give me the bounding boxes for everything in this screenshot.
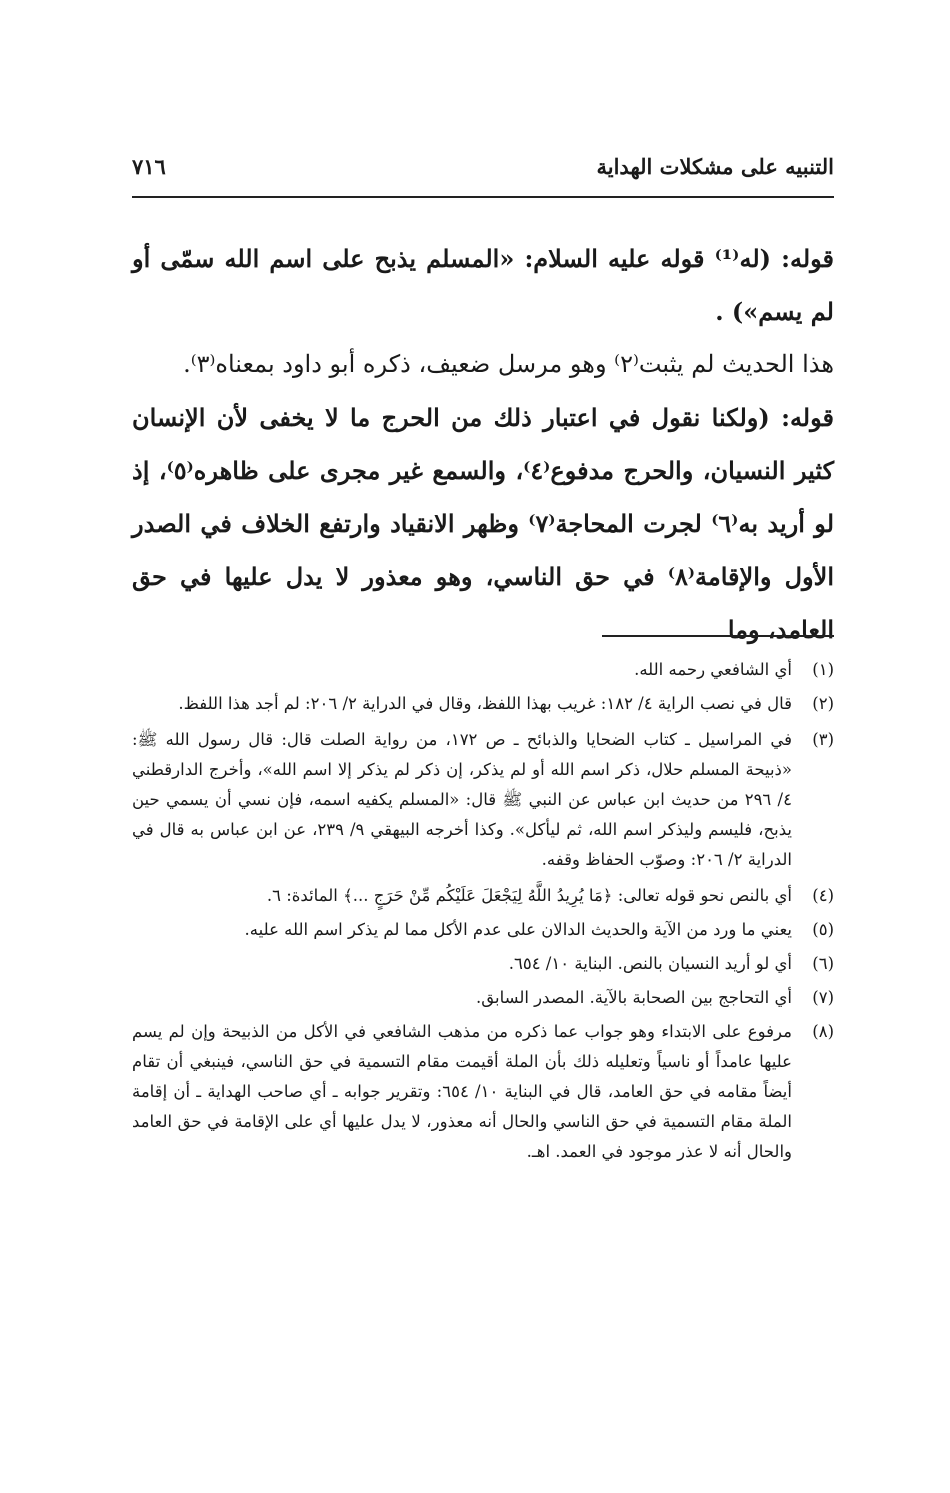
footnote-number: (٥): [812, 920, 834, 939]
page-number: ٧١٦: [132, 154, 166, 179]
paragraph-quote-1: قوله: (له⁽¹⁾ قوله عليه السلام: «المسلم يذبح على اسم الله سمّى أو لم يسم») .: [132, 244, 834, 326]
footnotes: [132, 655, 834, 1173]
footnote: [132, 689, 834, 719]
footnote: [132, 983, 834, 1013]
footnote-number: (٤): [812, 886, 834, 905]
footnote-number: (٨): [812, 1022, 834, 1041]
paragraph-quote-2: قوله: (ولكنا نقول في اعتبار ذلك من الحرج ما لا يخفى لأن الإنسان كثير النسيان، والحرج مدفوع⁽٤⁾، والسمع غير مجرى على ظاهره⁽٥⁾، إذ لو أريد به⁽٦⁾ لجرت المحاجة⁽٧⁾ وظهر الانقياد وارتفع الخلاف في الصدر الأول والإقامة⁽٨⁾ في حق الناسي، وهو معذور لا يدل عليها في حق العامد، وما: [132, 403, 835, 644]
footnote-text: مرفوع على الابتداء وهو جواب عما ذكره من مذهب الشافعي في الأكل من الذبيحة وإن لم يسم عليها عامداً أو ناسياً وتعليله ذلك بأن الملة أقيمت مقام التسمية في حق الناسي، فينبغي أن تقام أيضاً مقامه في حق العامد، قال في البناية ١٠/ ٦٥٤: وتقرير جوابه ـ أي صاحب الهداية ـ أن إقامة الملة مقام التسمية في حق الناسي والحال أنه معذور، لا يدل عليها أي على الإقامة في حق العامد والحال أنه لا عذر موجود في العمد. اهـ.: [132, 1022, 792, 1161]
footnote: [132, 1017, 834, 1167]
footnote-number: (٢): [812, 694, 834, 713]
footnote-divider: [602, 635, 834, 637]
paragraph-commentary-1: هذا الحديث لم يثبت⁽٢⁾ وهو مرسل ضعيف، ذكره أبو داود بمعناه⁽٣⁾.: [183, 350, 834, 378]
footnote: [132, 915, 834, 945]
running-title: التنبيه على مشكلات الهداية: [596, 154, 834, 179]
footnote-number: (١): [812, 660, 834, 679]
footnote-number: (٦): [812, 954, 834, 973]
header-divider: [132, 196, 834, 198]
footnote: [132, 881, 834, 911]
footnote: [132, 655, 834, 685]
footnote-text: قال في نصب الراية ٤/ ١٨٢: غريب بهذا اللفظ، وقال في الدراية ٢/ ٢٠٦: لم أجد هذا اللفظ.: [178, 694, 792, 713]
page-header: [132, 152, 834, 186]
footnote: [132, 725, 834, 875]
footnote: [132, 949, 834, 979]
footnote-text: أي لو أريد النسيان بالنص. البناية ١٠/ ٦٥٤.: [508, 954, 792, 973]
main-text: [132, 232, 834, 656]
footnote-number: (٧): [812, 988, 834, 1007]
footnote-text: أي الشافعي رحمه الله.: [634, 660, 792, 679]
footnote-text: أي التحاجج بين الصحابة بالآية. المصدر السابق.: [475, 988, 792, 1007]
footnote-text: يعني ما ورد من الآية والحديث الدالان على عدم الأكل مما لم يذكر اسم الله عليه.: [244, 920, 792, 939]
footnote-text: أي بالنص نحو قوله تعالى: ﴿مَا يُرِيدُ اللَّهُ لِيَجْعَلَ عَلَيْكُم مِّنْ حَرَجٍ ...﴾ المائدة: ٦.: [266, 886, 792, 905]
footnote-text: في المراسيل ـ كتاب الضحايا والذبائح ـ ص ١٧٢، من رواية الصلت قال: قال رسول الله ﷺ: «ذبيحة المسلم حلال، ذكر اسم الله أو لم يذكر، إن ذكر لم يذكر إلا اسم الله»، وأخرج الدارقطني ٤/ ٢٩٦ من حديث ابن عباس عن النبي ﷺ قال: «المسلم يكفيه اسمه، فإن نسي أن يسمي حين يذبح، فليسم وليذكر اسم الله، ثم ليأكل». وكذا أخرجه البيهقي ٩/ ٢٣٩، عن ابن عباس به قال في الدراية ٢/ ٢٠٦: وصوّب الحفاظ وقفه.: [132, 730, 792, 869]
footnote-number: (٣): [812, 730, 834, 749]
